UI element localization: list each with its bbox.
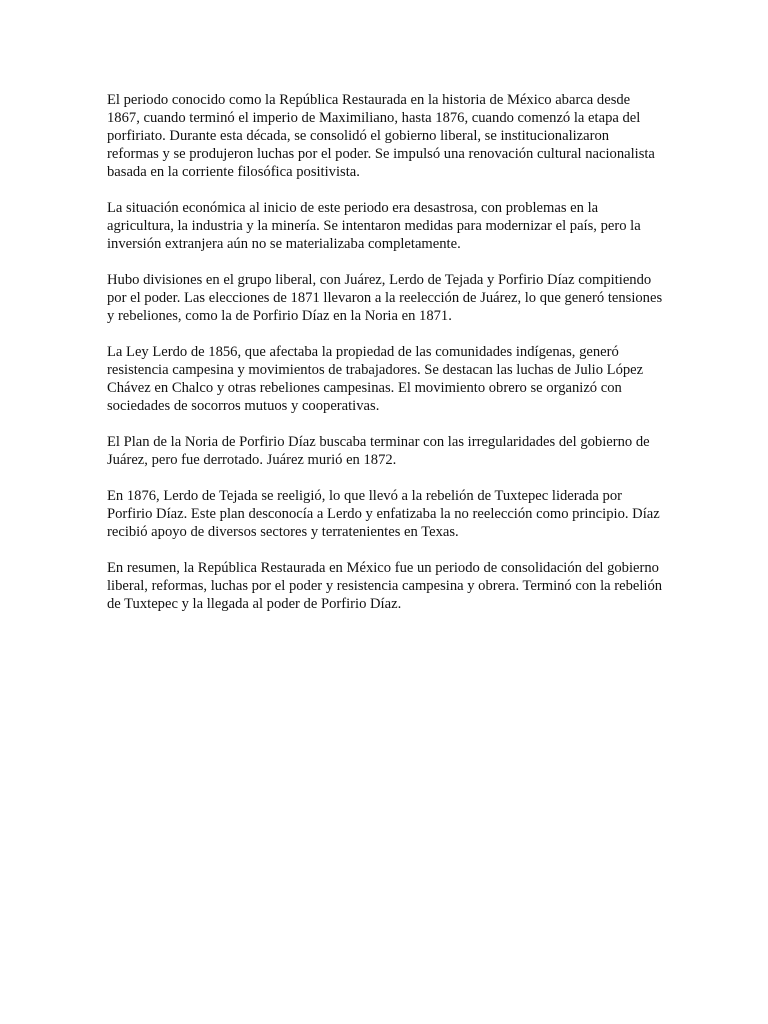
- paragraph-3: Hubo divisiones en el grupo liberal, con Juárez, Lerdo de Tejada y Porfirio Díaz compitiendo por el poder. Las elecciones de 1871 llevaron a la reelección de Juárez, lo que generó tensiones y rebeliones, como la de Porfirio Díaz en la Noria en 1871.: [107, 272, 663, 324]
- paragraph-2: La situación económica al inicio de este periodo era desastrosa, con problemas en la agricultura, la industria y la minería. Se intentaron medidas para modernizar el país, pero la inversión extranjera aún no se materializaba completamente.: [107, 200, 641, 252]
- paragraph-5: El Plan de la Noria de Porfirio Díaz buscaba terminar con las irregularidades del gobierno de Juárez, pero fue derrotado. Juárez murió en 1872.: [107, 434, 650, 468]
- paragraph-1: El periodo conocido como la República Restaurada en la historia de México abarca desde 1867, cuando terminó el imperio de Maximiliano, hasta 1876, cuando comenzó la etapa del porfiriato. Durante esta década, se consolidó el gobierno liberal, se institucionalizaron reformas y se produjeron luchas por el poder. Se impulsó una renovación cultural nacionalista basada en la corriente filosófica positivista.: [107, 92, 655, 180]
- paragraph-7: En resumen, la República Restaurada en México fue un periodo de consolidación del gobierno liberal, reformas, luchas por el poder y resistencia campesina y obrera. Terminó con la rebelión de Tuxtepec y la llegada al poder de Porfirio Díaz.: [107, 560, 663, 612]
- paragraph-6: En 1876, Lerdo de Tejada se reeligió, lo que llevó a la rebelión de Tuxtepec liderada por Porfirio Díaz. Este plan desconocía a Lerdo y enfatizaba la no reelección como principio. Díaz recibió apoyo de diversos sectores y terratenientes en Texas.: [107, 488, 660, 540]
- document-body: [107, 91, 663, 631]
- paragraph-4: La Ley Lerdo de 1856, que afectaba la propiedad de las comunidades indígenas, generó resistencia campesina y movimientos de trabajadores. Se destacan las luchas de Julio López Chávez en Chalco y otras rebeliones campesinas. El movimiento obrero se organizó con sociedades de socorros mutuos y cooperativas.: [107, 344, 644, 414]
